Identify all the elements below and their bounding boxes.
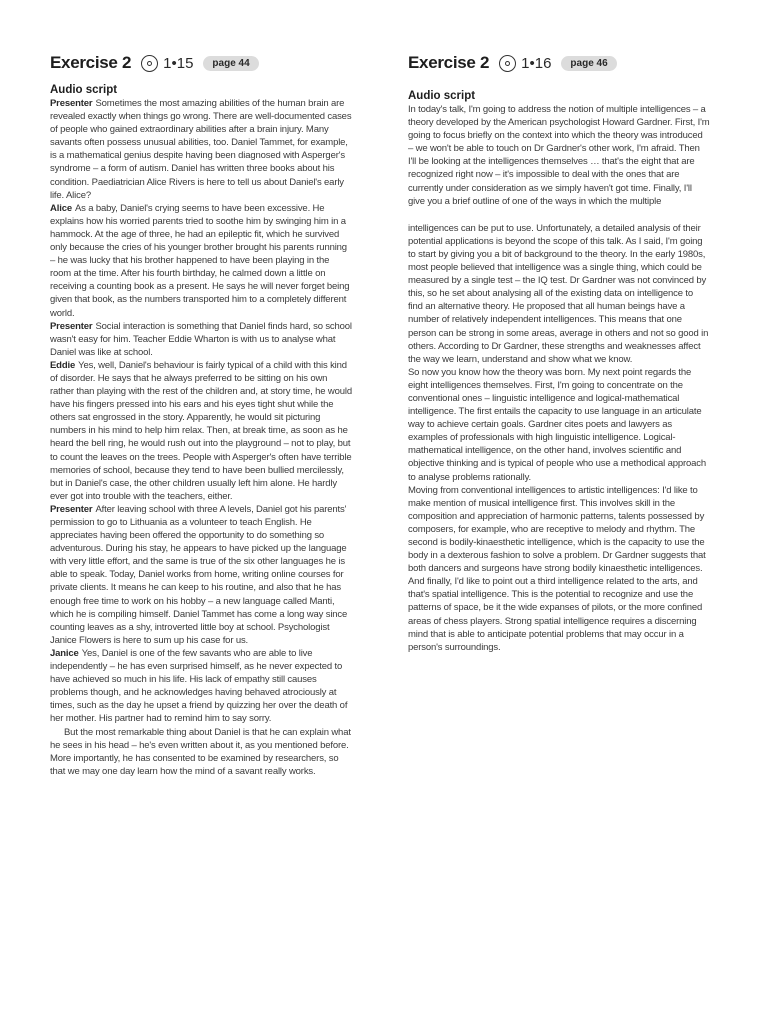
paragraph-text: But the most remarkable thing about Daniel is that he can explain what he sees in his head – he's even written about it, as you mentioned before. More importantly, he has consented to be examined by researchers, so that we may one day learn how the mind of a savant really works.	[50, 726, 351, 777]
script-paragraph: So now you know how the theory was born. My next point regards the eight intelligences themselves. First, I'm going to concentrate on the conventional ones – linguistic intelligence and logical-mathematical intelligence. The first entails the capacity to use language in an articulate way to achieve certain goals. Gardner cites poets and lawyers as examples of professionals with high linguistic intelligence. Logical-mathematical intelligence, on the other hand, involves scientific and objective thinking and is typical of people who use a methodical approach to analyse problems rationally.	[408, 366, 706, 483]
speaker-name: Presenter	[50, 320, 93, 332]
script-paragraph	[50, 359, 352, 503]
paragraph-text: After leaving school with three A levels, Daniel got his parents' permission to go to Lithuania as a volunteer to teach English. He appreciates having been offered the opportunity to do something so adventurous. During his stay, he appears to have picked up the language with very little effort, and the same is true of the six other languages he is able to speak. Today, Daniel works from home, writing online courses for private clients. It means he can keep to his routine, and also that he has enough free time to work on his hobby – a new language called Manti, which he is compiling himself. Daniel Tammet has come a long way since counting leaves as a shy, introverted little boy at school. Psychologist Janice Flowers is here to sum up his case for us.	[50, 503, 348, 646]
right-page-badge: page 46	[561, 56, 616, 71]
speaker-name: Presenter	[50, 503, 93, 515]
cd-audio-icon	[141, 55, 158, 72]
speaker-name: Presenter	[50, 98, 93, 109]
script-paragraph: intelligences can be put to use. Unfortunately, a detailed analysis of their potential applications is beyond the scope of this talk. As I said, I'm going to start by giving you a bit of background to the theory. In the early 1980s, most people believed that intelligence was a single thing, which could be measured by a single test – the IQ test. Dr Gardner was not convinced by this, so he set about analysing all of the existing data on intelligence to find an alternative theory. He proposed that all human beings have a number of relatively independent intelligences. This means that one person can be strong in some areas, average in others and not so good in others. According to Dr Gardner, these strengths and weaknesses affect the way we learn, understand and show what we know.	[408, 222, 709, 365]
right-script-body	[408, 103, 710, 654]
paragraph-text: Sometimes the most amazing abilities of the human brain are revealed exactly when things go wrong. There are well-documented cases of people who gained extraordinary abilities after a brain injury. Many savants often possess unusual abilities, too. Daniel Tammet, for example, is a mathematical genius despite having been diagnosed with Asperger's syndrome – a form of autism. Daniel has written three books about his condition. Paediatrician Alice Rivers is here to tell us about Daniel's early life. Alice?	[50, 98, 352, 201]
left-exercise-title: Exercise 2	[50, 53, 132, 72]
script-paragraph	[50, 503, 352, 647]
paragraph-text: Yes, Daniel is one of the few savants who are able to live independently – he has even surprised himself, as he never expected to have achieved so much in his life. His lack of empathy still causes problems though, and he acknowledges having behaved atrociously at times, such as the day he upset a friend by quizzing her over the death of her mother. His partner had to remind him to say sorry.	[50, 647, 348, 725]
left-script-body	[50, 97, 352, 778]
speaker-name: Alice	[50, 202, 72, 214]
script-paragraph	[50, 97, 352, 202]
left-page-badge: page 44	[203, 56, 258, 71]
right-column	[408, 50, 710, 654]
right-exercise-header	[408, 50, 710, 76]
speaker-name: Janice	[50, 647, 79, 659]
right-audio-script-title: Audio script	[408, 90, 476, 102]
left-audio-script-title: Audio script	[50, 84, 118, 96]
right-track-number: 1•16	[521, 54, 552, 72]
right-exercise-title: Exercise 2	[408, 53, 490, 72]
script-paragraph	[50, 726, 352, 778]
left-track-number: 1•15	[163, 54, 194, 72]
speaker-name: Eddie	[50, 359, 76, 371]
script-paragraph	[50, 320, 352, 359]
left-exercise-header	[50, 50, 352, 76]
script-paragraph	[50, 647, 352, 726]
cd-audio-icon	[499, 55, 516, 72]
left-column	[50, 50, 352, 778]
paragraph-text: Social interaction is something that Daniel finds hard, so school wasn't easy for him. Teacher Eddie Wharton is with us to analyse what Daniel was like at school.	[50, 320, 352, 358]
script-paragraph	[50, 202, 352, 320]
script-paragraph: In today's talk, I'm going to address the notion of multiple intelligences – a theory developed by the American psychologist Howard Gardner. First, I'm going to focus briefly on the context into which the theory was introduced – we won't be able to touch on Dr Gardner's other work, I'm afraid. Then I'll be looking at the intelligences themselves … that's the eight that are recognized right now – it's impossible to deal with the ones that are currently under consideration as we simply haven't got time. Finally, I'll give you a brief outline of one of the ways in which the multiple	[408, 104, 710, 207]
paragraph-text: Yes, well, Daniel's behaviour is fairly typical of a child with this kind of disorder. He says that he always preferred to be sitting on his own rather than playing with the rest of the children and, at story time, he would have his fingers pressed into his ears and his eyes tight shut while the others sat engrossed in the story. Apparently, he would sit picturing numbers in his mind to help him relax. Then, at break time, as soon as he heard the bell ring, he would rush out into the playground – not to play, but to count the leaves on the trees. People with Asperger's often have terrible memories of school, because they tend to have been bullied mercilessly, but in Daniel's case, the other children usually left him alone. He hardly ever got into trouble with the teachers, either.	[50, 359, 352, 502]
script-paragraph: Moving from conventional intelligences to artistic intelligences: I'd like to make mention of musical intelligence first. This involves skill in the composition and appreciation of harmonic patterns, talents possessed by composers, for example, who are receptive to melody and rhythm. The second is bodily-kinaesthetic intelligence, which is the capacity to use the body in a dexterous fashion to solve a problem. Dr Gardner suggests that both dancers and surgeons have strong bodily kinaesthetic intelligences. And finally, I'd like to point out a third intelligence related to the arts, and that's spatial intelligence. This is the potential to recognize and use the patterns of space, be it the wide expanses of pilots, or the more confined areas of chess players. Strong spatial intelligence requires a discerning mind that is able to anticipate potential problems that may occur in a person's surroundings.	[408, 484, 706, 653]
paragraph-text: As a baby, Daniel's crying seems to have been excessive. He explains how his worried parents tried to soothe him by swinging him in a hammock. At the age of three, he had an epileptic fit, which he survived only because the cries of his younger brother brought his parents running – he was lucky that his brother happened to have been playing in the room at the time. After his fourth birthday, he calmed down a little on receiving a counting book as a present. He says he will never forget being given that book, as the numbers transported him to a completely different world.	[50, 202, 350, 319]
